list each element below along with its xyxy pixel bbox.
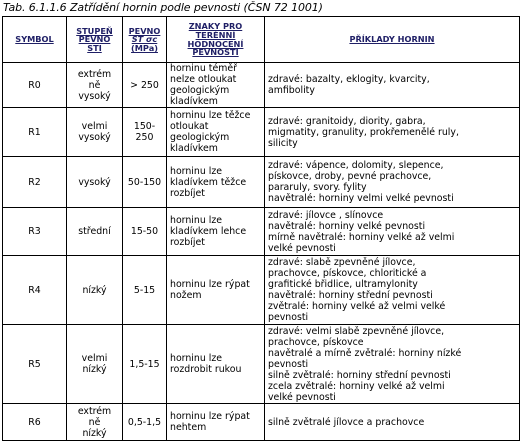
example-line: zdravé: vápence, dolomity, slepence, [268, 160, 444, 171]
example-line: zvětralé: horniny velké až velmi velké [268, 301, 446, 312]
strength-cell [123, 256, 167, 325]
field-sign-cell [167, 63, 265, 108]
examples-cell [265, 256, 520, 325]
strength-value: 150- 250 [133, 121, 156, 143]
table-row [3, 404, 520, 441]
field-sign-line: kladívkem lehce [170, 226, 247, 237]
example-line: prachovce, pískovce [268, 336, 364, 348]
field-sign-line: nožem [170, 290, 202, 301]
strength-value: 1,5-15 [129, 358, 160, 370]
table-row [3, 256, 520, 325]
field-sign-line: horninu téměř [170, 63, 237, 74]
example-line: zdravé: bazalty, eklogity, kvarcity, [268, 74, 430, 85]
field-sign-line: geologickým [170, 132, 230, 143]
example-line: silicity [268, 137, 298, 149]
header-row [3, 17, 520, 63]
example-line: velké pevnosti [268, 242, 336, 254]
strength-cell [123, 108, 167, 157]
degree-line: ně [88, 416, 101, 428]
example-line: navětralé a mírně zvětralé: horniny nízké [268, 347, 462, 359]
field-sign-line: rozdrobit rukou [170, 364, 242, 375]
table-row [3, 325, 520, 404]
strength-cell [123, 157, 167, 208]
example-line: silně zvětralé jílovce a prachovce [268, 416, 425, 428]
example-line: mírně navětralé: horniny velké až velmi [268, 231, 455, 243]
header-signs-line: HODNOCENÍ [187, 38, 244, 49]
example-line: navětralé: horniny velmi velké pevnosti [268, 193, 454, 204]
degree-line: vysoký [78, 176, 111, 188]
table-row [3, 108, 520, 157]
field-sign-line: otloukat [170, 121, 209, 132]
example-line: zcela zvětralé: horniny velké až velmi [268, 380, 445, 392]
degree-line: extrém [77, 68, 112, 80]
table-caption: Tab. 6.1.1.6 Zatřídění hornin podle pevnosti (ČSN 72 1001) [3, 1, 323, 14]
header-signs [167, 17, 265, 63]
degree-cell [67, 404, 123, 441]
degree-cell [67, 108, 123, 157]
example-line: zdravé: slabě zpevněné jílovce, [268, 257, 416, 268]
examples-cell [265, 404, 520, 441]
header-degree-line: PEVNO [78, 34, 111, 45]
header-signs-line: TERÉNNÍ [195, 29, 236, 40]
example-line: prachovce, pískovce, chloritické a [268, 268, 427, 279]
strength-value: 0,5-1,5 [127, 416, 162, 428]
header-strength-line: PEVNO [128, 25, 161, 36]
examples-cell [265, 63, 520, 108]
degree-cell [67, 157, 123, 208]
symbol-cell: R6 [3, 404, 67, 441]
field-sign-cell [167, 108, 265, 157]
table-row [3, 63, 520, 108]
degree-line: ně [88, 79, 101, 91]
degree-cell [67, 325, 123, 404]
field-sign-line: kladívkem [170, 96, 218, 107]
degree-line: nízký [82, 284, 107, 296]
example-line: navětralé: horniny velké pevnosti [268, 220, 426, 232]
degree-cell [67, 208, 123, 256]
field-sign-line: horninu lze [170, 353, 223, 364]
strength-cell [123, 325, 167, 404]
header-degree-line: STUPEŇ [76, 25, 113, 36]
symbol-cell: R1 [3, 108, 67, 157]
examples-cell [265, 325, 520, 404]
strength-value: 15-50 [130, 226, 159, 237]
degree-line: vysoký [78, 90, 111, 102]
example-line: pararuly, svory. fylity [268, 182, 367, 193]
header-signs-line: ZNAKY PRO [188, 21, 243, 32]
field-sign-line: rozbíjet [170, 237, 205, 248]
header-strength [123, 17, 167, 63]
field-sign-line: rozbíjet [170, 187, 205, 199]
strength-cell [123, 208, 167, 256]
field-sign-line: horninu lze [170, 215, 223, 226]
field-sign-line: horninu lze [170, 165, 223, 177]
header-degree-line: STI [87, 42, 102, 53]
symbol-cell: R2 [3, 157, 67, 208]
strength-cell [123, 63, 167, 108]
header-examples: PŘÍKLADY HORNIN [265, 17, 520, 63]
field-sign-line: geologickým [170, 85, 230, 96]
examples-cell [265, 108, 520, 157]
example-line: pevnosti [268, 358, 309, 370]
example-line: pískovce, droby, pevné prachovce, [268, 171, 432, 182]
strength-cell [123, 404, 167, 441]
example-line: zdravé: velmi slabě zpevněné jílovce, [268, 325, 445, 337]
examples-cell [265, 208, 520, 256]
degree-line: střední [78, 226, 111, 237]
degree-line: velmi [81, 353, 108, 364]
field-sign-line: nehtem [170, 422, 207, 433]
degree-line: nízký [82, 364, 107, 375]
example-line: velké pevnosti [268, 391, 336, 403]
degree-line: velmi [81, 121, 108, 132]
header-degree [67, 17, 123, 63]
example-line: navětralé: horniny střední pevnosti [268, 290, 433, 301]
example-line: migmatity, granulity, prokřemenělé ruly, [268, 126, 459, 138]
field-sign-line: horninu lze rýpat [170, 279, 250, 290]
field-sign-line: nelze otloukat [170, 74, 237, 85]
field-sign-line: horninu lze rýpat [170, 411, 250, 422]
table-row [3, 208, 520, 256]
example-line: zdravé: jílovce , slínovce [268, 209, 384, 221]
field-sign-cell [167, 157, 265, 208]
degree-cell [67, 63, 123, 108]
examples-cell [265, 157, 520, 208]
field-sign-line: kladívkem těžce [170, 176, 247, 188]
example-line: grafitické břidlice, ultramylonity [268, 279, 418, 290]
header-symbol: SYMBOL [3, 17, 67, 63]
header-strength-line: ST σc [131, 34, 158, 45]
strength-value: 50-150 [127, 176, 162, 188]
symbol-cell: R5 [3, 325, 67, 404]
header-signs-line: PEVNOSTI [192, 47, 239, 58]
table-body [3, 63, 520, 441]
field-sign-line: kladívkem [170, 143, 218, 154]
example-line: silně zvětralé: horniny střední pevnosti [268, 369, 451, 381]
header-strength-line: (MPa) [131, 42, 158, 53]
symbol-cell: R3 [3, 208, 67, 256]
field-sign-cell [167, 325, 265, 404]
table-row [3, 157, 520, 208]
degree-line: vysoký [78, 132, 111, 143]
rock-strength-table [2, 16, 520, 441]
example-line: zdravé: granitoidy, diority, gabra, [268, 115, 426, 127]
field-sign-line: horninu lze těžce [170, 110, 251, 121]
field-sign-cell [167, 208, 265, 256]
example-line: pevnosti [268, 312, 309, 323]
degree-line: extrém [77, 405, 112, 417]
strength-value: 5-15 [133, 284, 156, 296]
degree-line: nízký [82, 427, 107, 439]
field-sign-cell [167, 404, 265, 441]
symbol-cell: R4 [3, 256, 67, 325]
symbol-cell: R0 [3, 63, 67, 108]
degree-cell [67, 256, 123, 325]
example-line: amfibolity [268, 85, 315, 96]
field-sign-cell [167, 256, 265, 325]
strength-value: > 250 [130, 79, 159, 91]
